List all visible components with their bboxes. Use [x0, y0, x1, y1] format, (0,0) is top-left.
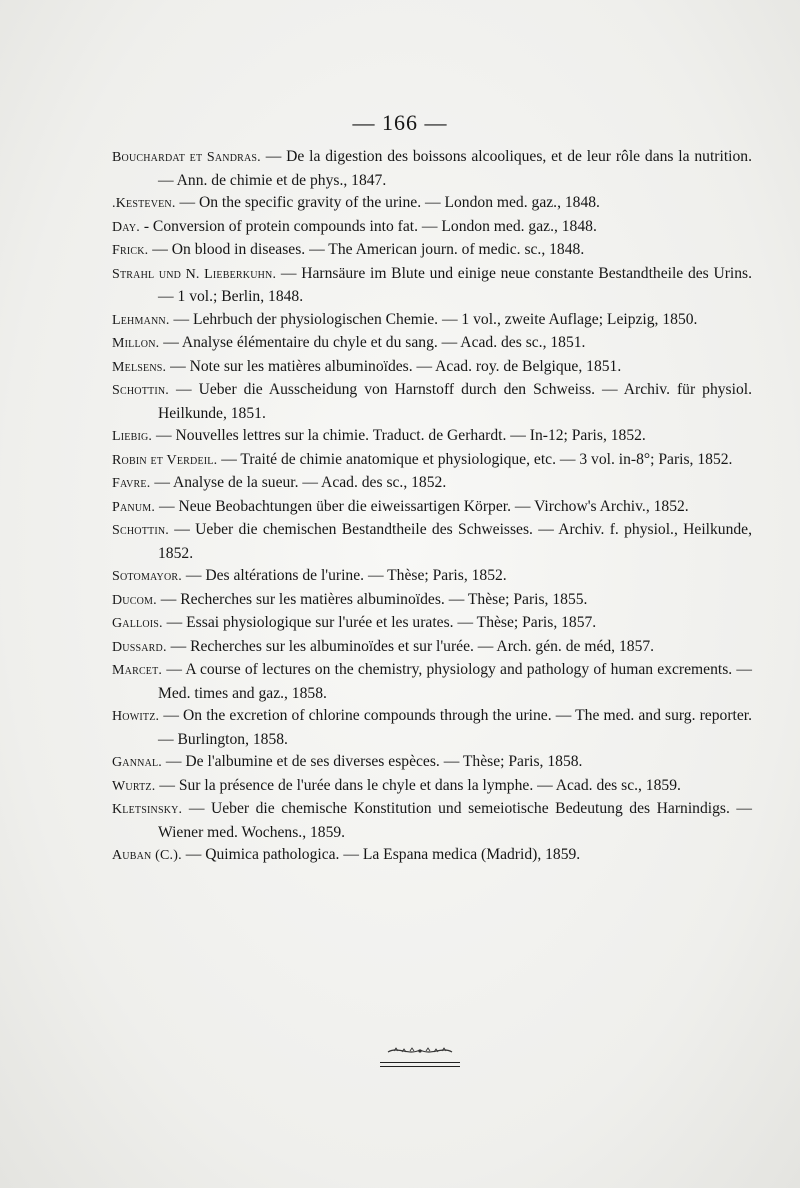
closing-rule — [380, 1066, 460, 1067]
entry-author: Gannal. — [112, 755, 163, 770]
bibliography-list — [112, 146, 752, 868]
bibliography-entry — [112, 612, 752, 636]
bibliography-entry — [112, 239, 752, 263]
bibliography-entry — [112, 751, 752, 775]
entry-author: Ducom. — [112, 592, 157, 608]
entry-text: — Recherches sur les matières albuminoïdes. — Thèse; Paris, 1855. — [156, 590, 588, 608]
entry-author: Wurtz. — [112, 778, 156, 794]
entry-text: — Ueber die Ausscheidung von Harnstoff durch den Schweiss. — Archiv. für physiol. Heilkunde, 1851. — [158, 381, 752, 422]
bibliography-entry — [112, 565, 752, 589]
bibliography-entry — [112, 775, 752, 799]
entry-text: — Traité de chimie anatomique et physiologique, etc. — 3 vol. in-8°; Paris, 1852. — [217, 450, 733, 468]
entry-text: — Note sur les matières albuminoïdes. — Acad. roy. de Belgique, 1851. — [166, 357, 622, 375]
entry-text: — Analyse élémentaire du chyle et du sang. — Acad. des sc., 1851. — [159, 334, 586, 351]
entry-text: - Conversion of protein compounds into fat. — London med. gaz., 1848. — [139, 217, 597, 235]
entry-author: Millon. — [112, 336, 160, 351]
entry-author: Sotomayor. — [112, 569, 182, 584]
entry-text: — Recherches sur les albuminoïdes et sur l'urée. — Arch. gén. de méd, 1857. — [166, 637, 655, 655]
bibliography-entry — [112, 659, 752, 705]
bibliography-entry — [112, 216, 752, 240]
entry-text: — Des altérations de l'urine. — Thèse; Paris, 1852. — [181, 567, 507, 584]
entry-text: — Sur la présence de l'urée dans le chyle et dans la lymphe. — Acad. des sc., 1859. — [155, 776, 681, 794]
entry-author: Schottin. — [112, 383, 169, 398]
bibliography-entry — [112, 705, 752, 751]
entry-text: — A course of lectures on the chemistry, physiology and pathology of human excrements. — Med. times and gaz., 1858. — [158, 661, 752, 702]
entry-author: Marcet. — [112, 663, 163, 678]
bibliography-entry — [112, 496, 752, 520]
entry-author: Howitz. — [112, 709, 160, 724]
bibliography-entry — [112, 425, 752, 449]
bibliography-entry — [112, 798, 752, 844]
bibliography-entry — [112, 472, 752, 496]
entry-author: Lehmann. — [112, 312, 170, 328]
page-number: — 166 — — [352, 110, 448, 135]
bibliography-entry — [112, 332, 752, 356]
ornament-divider-icon — [380, 1044, 460, 1058]
entry-author: Kletsinsky. — [112, 802, 183, 817]
bibliography-entry — [112, 636, 752, 660]
entry-text: — Harnsäure im Blute und einige neue constante Bestandtheile des Urins. — 1 vol.; Berlin, 1848. — [158, 264, 752, 305]
bibliography-entry — [112, 589, 752, 613]
entry-text: — On blood in diseases. — The American journ. of medic. sc., 1848. — [148, 241, 585, 258]
entry-author: Robin et Verdeil. — [112, 452, 218, 468]
entry-text: — Analyse de la sueur. — Acad. des sc., 1852. — [150, 474, 447, 491]
entry-author: Frick. — [112, 243, 149, 258]
entry-author: Dussard. — [112, 639, 167, 655]
entry-author: Day. — [112, 219, 140, 235]
bibliography-entry — [112, 519, 752, 565]
entry-author: Bouchardat et Sandras. — [112, 150, 261, 165]
entry-text: — Neue Beobachtungen über die eiweissartigen Körper. — Virchow's Archiv., 1852. — [155, 497, 689, 515]
entry-author: .Kesteven. — [112, 196, 176, 211]
closing-rule — [380, 1062, 460, 1063]
entry-text: — De la digestion des boissons alcooliques, et de leur rôle dans la nutrition. — Ann. de chimie et de phys., 1847. — [158, 148, 752, 189]
entry-author: Gallois. — [112, 616, 163, 631]
entry-author: Auban (C.). — [112, 848, 182, 863]
entry-author: Panum. — [112, 499, 156, 515]
bibliography-entry — [112, 844, 752, 868]
entry-text: — Essai physiologique sur l'urée et les urates. — Thèse; Paris, 1857. — [162, 614, 597, 631]
entry-author: Strahl und N. Lieberkuhn. — [112, 266, 277, 282]
entry-text: — Ueber die chemischen Bestandtheile des Schweisses. — Archiv. f. physiol., Heilkunde, 1852. — [158, 521, 752, 562]
entry-text: — Nouvelles lettres sur la chimie. Traduct. de Gerhardt. — In-12; Paris, 1852. — [152, 427, 646, 444]
bibliography-entry — [112, 379, 752, 425]
entry-text: — On the specific gravity of the urine. — London med. gaz., 1848. — [175, 194, 600, 211]
entry-author: Melsens. — [112, 359, 167, 375]
bibliography-entry — [112, 356, 752, 380]
entry-author: Schottin. — [112, 523, 169, 538]
bibliography-entry — [112, 263, 752, 309]
bibliography-entry — [112, 192, 752, 216]
bibliography-entry — [112, 309, 752, 333]
entry-text: — De l'albumine et de ses diverses espèces. — Thèse; Paris, 1858. — [162, 753, 583, 770]
entry-text: — On the excretion of chlorine compounds through the urine. — The med. and surg. reporter. — Burlington, 1858. — [158, 707, 752, 748]
entry-author: Favre. — [112, 476, 151, 491]
bibliography-entry — [112, 449, 752, 473]
entry-text: — Lehrbuch der physiologischen Chemie. — 1 vol., zweite Auflage; Leipzig, 1850. — [169, 310, 698, 328]
entry-text: — Ueber die chemische Konstitution und semeiotische Bedeutung des Harnindigs. — Wiener med. Wochens., 1859. — [158, 800, 752, 841]
bibliography-entry — [112, 146, 752, 192]
entry-text: — Quimica pathologica. — La Espana medica (Madrid), 1859. — [181, 846, 581, 863]
entry-author: Liebig. — [112, 429, 153, 444]
